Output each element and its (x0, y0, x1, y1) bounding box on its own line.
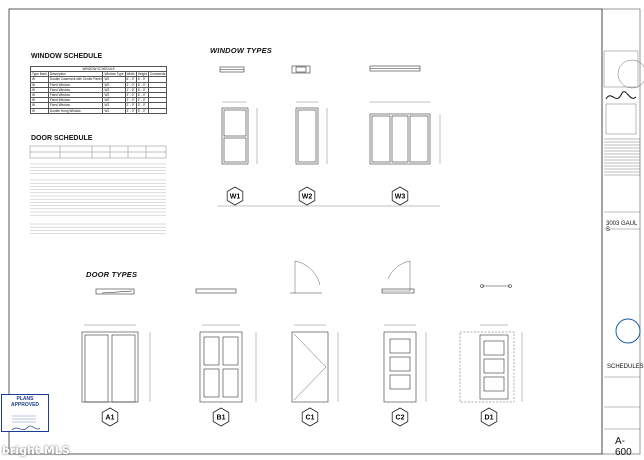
door-type-tag: D1 (484, 414, 494, 422)
window-schedule-cell: W (31, 108, 49, 113)
window-schedule-header-cell: Width (126, 72, 135, 77)
window-schedule-table-wrap (30, 66, 164, 114)
window-schedule-cell: W2 (103, 98, 125, 103)
window-schedule-cell: Double Casement with Center Panel (49, 77, 102, 82)
door-type-tag: C1 (305, 414, 315, 422)
window-schedule-cell: 3' - 0" (126, 93, 135, 98)
window-schedule-cell: Fixed Window (48, 103, 103, 108)
window-schedule-cell: W1 (103, 108, 125, 113)
window-schedule-caption: WINDOW SCHEDULE (31, 67, 167, 72)
window-schedule-cell: W (31, 92, 49, 97)
window-schedule-cell: 6' - 0" (136, 87, 148, 92)
window-schedule-cell: 6' - 0" (126, 77, 135, 82)
window-type-tag: W1 (229, 193, 241, 201)
plans-approved-stamp (1, 394, 49, 432)
window-schedule-cell: 3' - 0" (136, 103, 148, 108)
sheet-number: A-600 (615, 436, 632, 458)
window-schedule-cell: W (31, 98, 49, 103)
door-type-tag: A1 (105, 414, 115, 422)
window-schedule-cell: Fixed Window (48, 98, 103, 103)
window-schedule-cell: 2' - 0" (136, 98, 148, 103)
mls-watermark: bright MLS (2, 444, 70, 457)
door-schedule-table (30, 146, 170, 246)
window-schedule-table (30, 66, 167, 114)
door-types-drawing (70, 255, 530, 430)
window-schedule-cell: 3' - 0" (126, 108, 135, 113)
door-schedule-title: DOOR SCHEDULE (31, 135, 93, 142)
window-schedule-cell: 2' - 0" (126, 98, 135, 103)
window-schedule-cell: W2 (103, 103, 125, 108)
window-schedule-cell: W (31, 82, 49, 87)
door-types-title: DOOR TYPES (86, 270, 138, 279)
window-schedule-cell: 3' - 0" (126, 82, 135, 87)
door-type-tag: B1 (216, 414, 226, 422)
window-schedule-cell: Fixed Window (48, 87, 103, 92)
window-schedule-cell: Fixed Window (48, 82, 103, 87)
window-schedule-header-cell: Description (48, 72, 103, 77)
window-schedule-cell: 6' - 0" (136, 82, 148, 87)
window-schedule-cell: W2 (103, 87, 125, 92)
window-schedule-cell: Double Hung Window (48, 108, 103, 113)
window-type-tag: W3 (394, 193, 406, 201)
stamp-signature (2, 408, 46, 436)
window-schedule-cell: W2 (103, 92, 125, 97)
window-schedule-cell: 1' - 6" (126, 87, 135, 92)
sheet-title: SCHEDULES (607, 364, 644, 370)
window-schedule-cell: W2 (103, 77, 125, 82)
window-schedule-cell: 5' - 0" (136, 108, 148, 113)
window-types-title: WINDOW TYPES (210, 46, 272, 55)
window-schedule-header-cell: Height (137, 72, 147, 77)
stamp-title: PLANS APPROVED (10, 396, 40, 408)
window-schedule-cell: 6' - 0" (136, 92, 148, 97)
window-schedule-cell: 2' - 0" (126, 103, 135, 108)
window-schedule-cell (148, 108, 166, 113)
window-type-tag: W2 (301, 193, 313, 201)
project-address: 3003 GAUL S (606, 221, 638, 233)
window-schedule-cell: W (31, 87, 49, 92)
window-schedule-row (31, 108, 167, 113)
window-schedule-cell: W (31, 103, 49, 108)
window-schedule-header-cell: Window Type (104, 72, 124, 77)
window-schedule-cell: Fixed Window (48, 92, 103, 97)
window-schedule-header-cell: Type Mark (32, 72, 47, 77)
window-schedule-header-cell: Comments (149, 72, 166, 77)
window-schedule-cell: W2 (103, 82, 125, 87)
window-schedule-title: WINDOW SCHEDULE (31, 53, 103, 60)
window-schedule-cell: W (31, 77, 49, 82)
window-schedule-cell: 6' - 0" (136, 77, 148, 82)
window-types-drawing (200, 58, 460, 208)
door-type-tag: C2 (395, 414, 405, 422)
